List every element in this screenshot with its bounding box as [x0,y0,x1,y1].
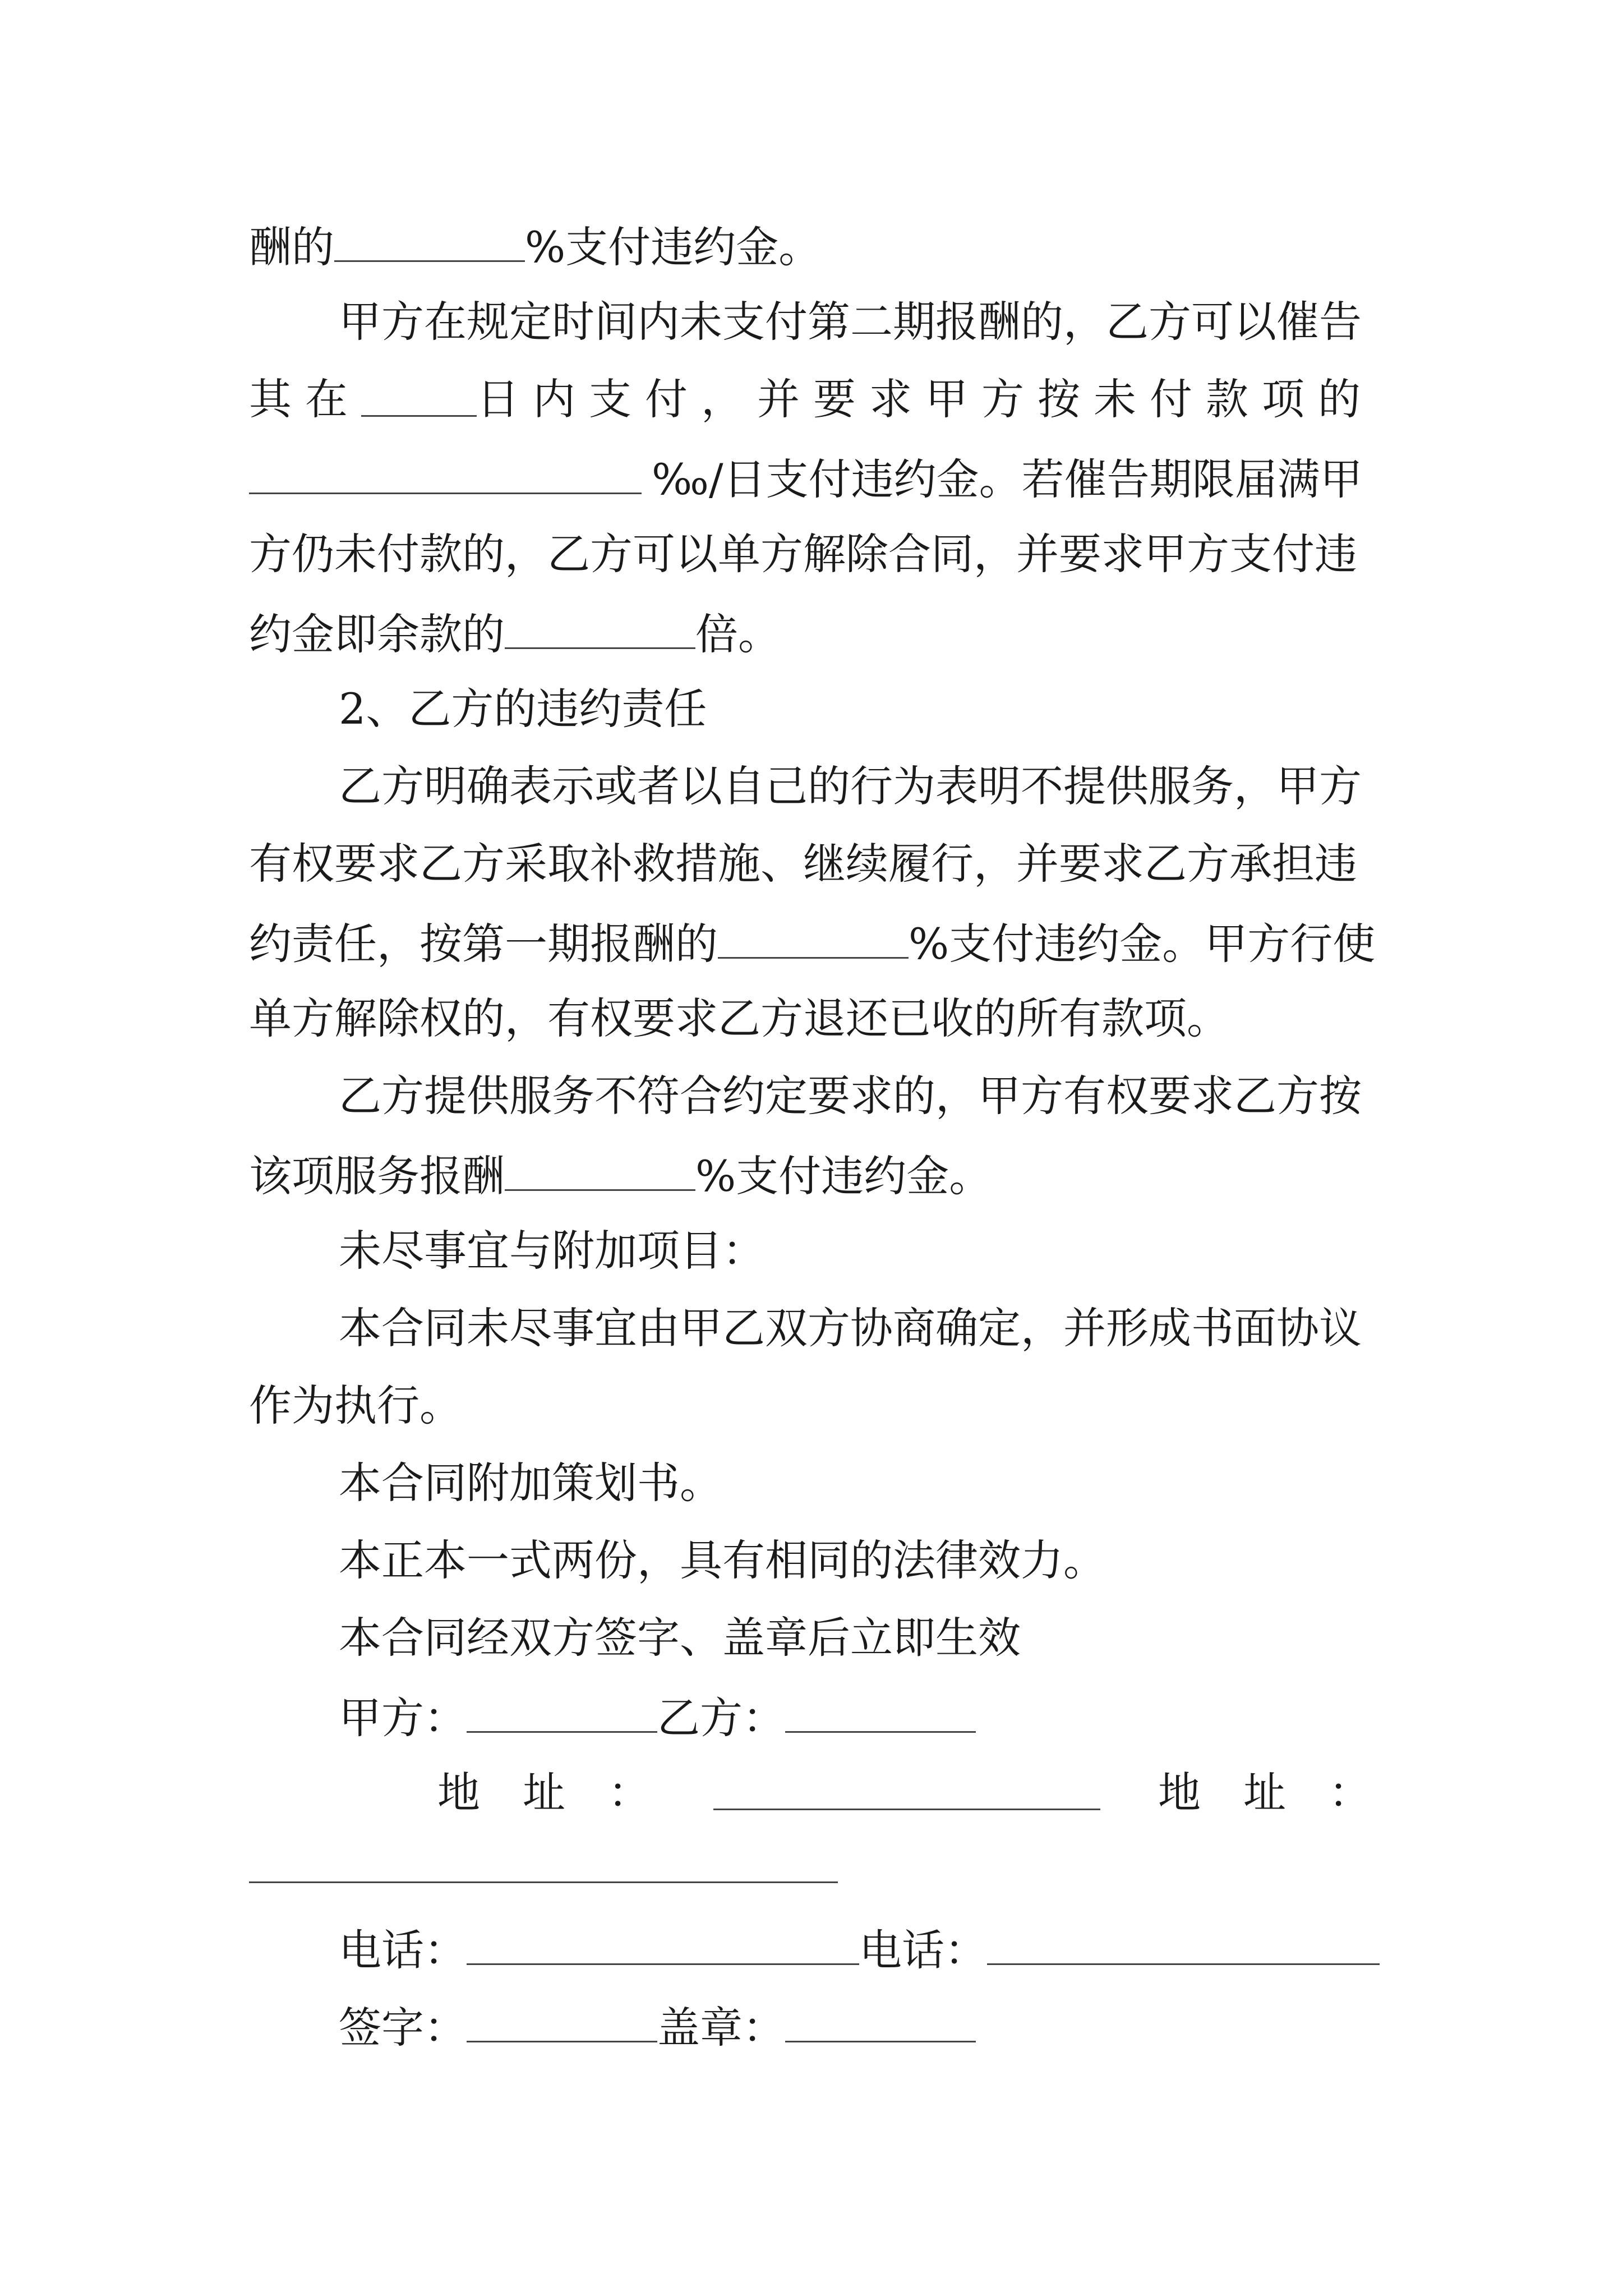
text: %支付违约金。 [695,1151,992,1201]
text: 酬的 [249,222,334,272]
text-line: 乙方明确表示或者以自己的行为表明不提供服务，甲方 [339,761,1362,811]
text-line: 未尽事宜与附加项目： [339,1226,765,1276]
party-b-field[interactable] [785,1694,976,1733]
party-line [339,1693,1460,1743]
sign-label: 签字： [339,2003,467,2053]
text-line: 本正本一式两份，具有相同的法律效力。 [339,1535,1106,1585]
phone-b-field[interactable] [987,1926,1380,1965]
address-b-label: 地 址 ： [1158,1768,1371,1818]
blank-field[interactable] [505,1152,695,1191]
phone-a-label: 电话： [339,1925,467,1975]
text-line: 乙方提供服务不符合约定要求的，甲方有权要求乙方按 [339,1071,1362,1121]
text-line [249,454,1371,504]
text-line: 单方解除权的，有权要求乙方退还已收的所有款项。 [249,993,1229,1043]
section-heading: 2、乙方的违约责任 [339,684,707,734]
blank-field[interactable] [718,920,909,959]
text-line [249,1151,1371,1201]
party-a-field[interactable] [467,1694,657,1733]
blank-field[interactable] [249,455,642,494]
text-line: 本合同附加策划书。 [339,1458,722,1508]
text: %支付违约金。 [525,222,822,272]
text-line: 作为执行。 [249,1381,462,1430]
text: 约金即余款的 [249,609,505,659]
sign-field[interactable] [467,2004,657,2042]
phone-a-field[interactable] [467,1926,859,1965]
phone-line [339,1925,1460,1975]
text: 日内支付，并要求甲方按未付款项的 [477,374,1374,424]
address-a-label: 地 址 ： [437,1768,651,1818]
blank-field[interactable] [334,223,525,262]
text-line: 本合同未尽事宜由甲乙双方协商确定，并形成书面协议 [339,1303,1362,1353]
blank-field[interactable] [361,378,477,417]
text-line: 有权要求乙方采取补救措施、继续履行，并要求乙方承担违 [249,839,1357,889]
sign-line [339,2003,1460,2053]
text: 该项服务报酬 [249,1151,505,1201]
seal-label: 盖章： [657,2003,785,2053]
text-line: 本合同经双方签字、盖章后立即生效 [339,1613,1021,1663]
text: 倍。 [695,609,781,659]
text-line: 甲方在规定时间内未支付第二期报酬的，乙方可以催告 [339,297,1362,347]
text-line [249,222,1371,272]
blank-field[interactable] [505,610,695,649]
seal-field[interactable] [785,2004,976,2042]
text-line [249,919,1376,969]
party-a-label: 甲方： [339,1693,467,1743]
text-line [249,609,1371,659]
text: %支付违约金。甲方行使 [909,919,1376,969]
address-a-field[interactable] [713,1809,1100,1810]
phone-b-label: 电话： [859,1925,987,1975]
text-line [249,374,1374,424]
text: ‰/日支付违约金。若催告期限届满甲 [652,454,1363,504]
text: 其在 [249,374,361,424]
address-b-field[interactable] [249,1881,838,1883]
text: 约责任，按第一期报酬的 [249,919,718,969]
party-b-label: 乙方： [657,1693,785,1743]
text-line: 方仍未付款的，乙方可以单方解除合同，并要求甲方支付违 [249,529,1357,579]
address-line [1158,1768,1623,1818]
